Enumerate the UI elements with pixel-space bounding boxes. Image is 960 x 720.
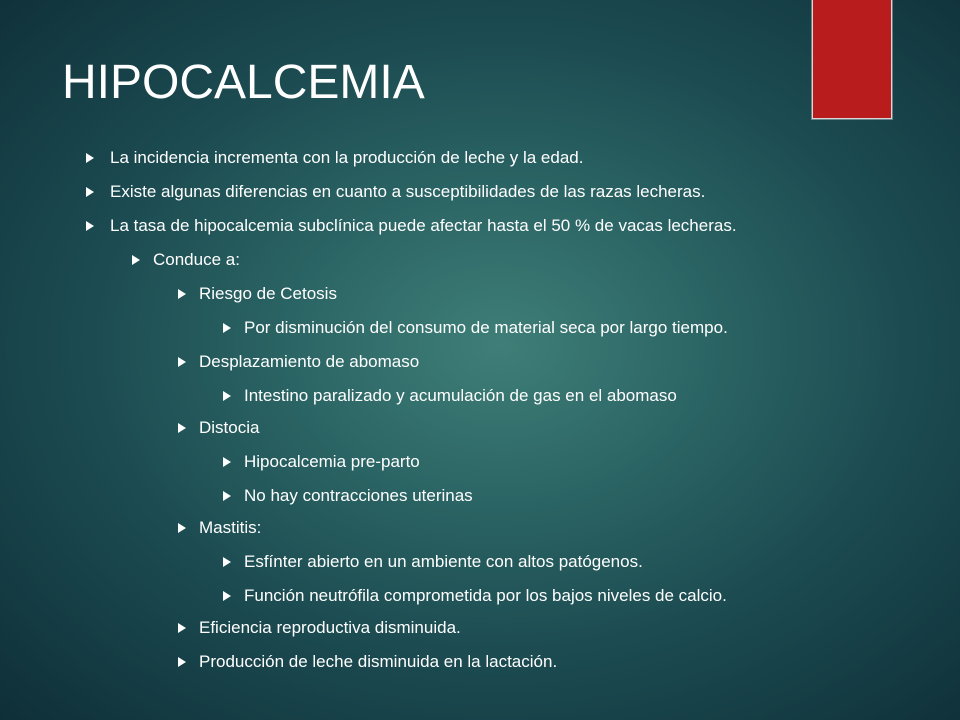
bullet-item (178, 282, 337, 306)
arrow-bullet-icon (178, 523, 186, 533)
bullet-text: La incidencia incrementa con la producción de leche y la edad. (110, 148, 584, 167)
bullet-text: No hay contracciones uterinas (244, 486, 473, 505)
bullet-text: Mastitis: (199, 518, 262, 537)
bullet-item (132, 248, 240, 272)
bullet-text: Producción de leche disminuida en la lactación. (199, 652, 558, 671)
arrow-bullet-icon (178, 357, 186, 367)
arrow-bullet-icon (223, 391, 231, 401)
bullet-item (223, 450, 420, 474)
bullet-item (178, 416, 259, 440)
bullet-text: Intestino paralizado y acumulación de gas en el abomaso (244, 386, 677, 405)
bullet-item (86, 214, 737, 238)
bullet-text: Función neutrófila comprometida por los bajos niveles de calcio. (244, 586, 727, 605)
bullet-item (178, 350, 419, 374)
arrow-bullet-icon (223, 557, 231, 567)
bullet-item (178, 616, 461, 640)
arrow-bullet-icon (86, 187, 94, 197)
arrow-bullet-icon (223, 491, 231, 501)
arrow-bullet-icon (223, 591, 231, 601)
bullet-text: Existe algunas diferencias en cuanto a susceptibilidades de las razas lecheras. (110, 182, 706, 201)
arrow-bullet-icon (178, 623, 186, 633)
arrow-bullet-icon (86, 221, 94, 231)
arrow-bullet-icon (178, 289, 186, 299)
bullet-text: Eficiencia reproductiva disminuida. (199, 618, 461, 637)
bullet-text: Desplazamiento de abomaso (199, 352, 420, 371)
bullet-item (178, 650, 557, 674)
slide-title: HIPOCALCEMIA (62, 56, 425, 109)
arrow-bullet-icon (178, 423, 186, 433)
bullet-text: Esfínter abierto en un ambiente con altos patógenos. (244, 552, 643, 571)
bullet-text: Por disminución del consumo de material seca por largo tiempo. (244, 318, 728, 337)
bullet-item (178, 516, 261, 540)
bullet-item (223, 584, 727, 608)
bullet-item (223, 550, 643, 574)
bullet-text: La tasa de hipocalcemia subclínica puede afectar hasta el 50 % de vacas lecheras. (110, 216, 737, 235)
bullet-text: Conduce a: (153, 250, 240, 269)
bullet-item (223, 316, 728, 340)
bullet-text: Hipocalcemia pre-parto (244, 452, 420, 471)
arrow-bullet-icon (86, 153, 94, 163)
arrow-bullet-icon (223, 457, 231, 467)
bullet-item (86, 180, 705, 204)
arrow-bullet-icon (178, 657, 186, 667)
bullet-text: Riesgo de Cetosis (199, 284, 337, 303)
bullet-item (86, 146, 583, 170)
bullet-item (223, 384, 677, 408)
bullet-item (223, 484, 473, 508)
arrow-bullet-icon (132, 255, 140, 265)
bullet-text: Distocia (199, 418, 260, 437)
arrow-bullet-icon (223, 323, 231, 333)
